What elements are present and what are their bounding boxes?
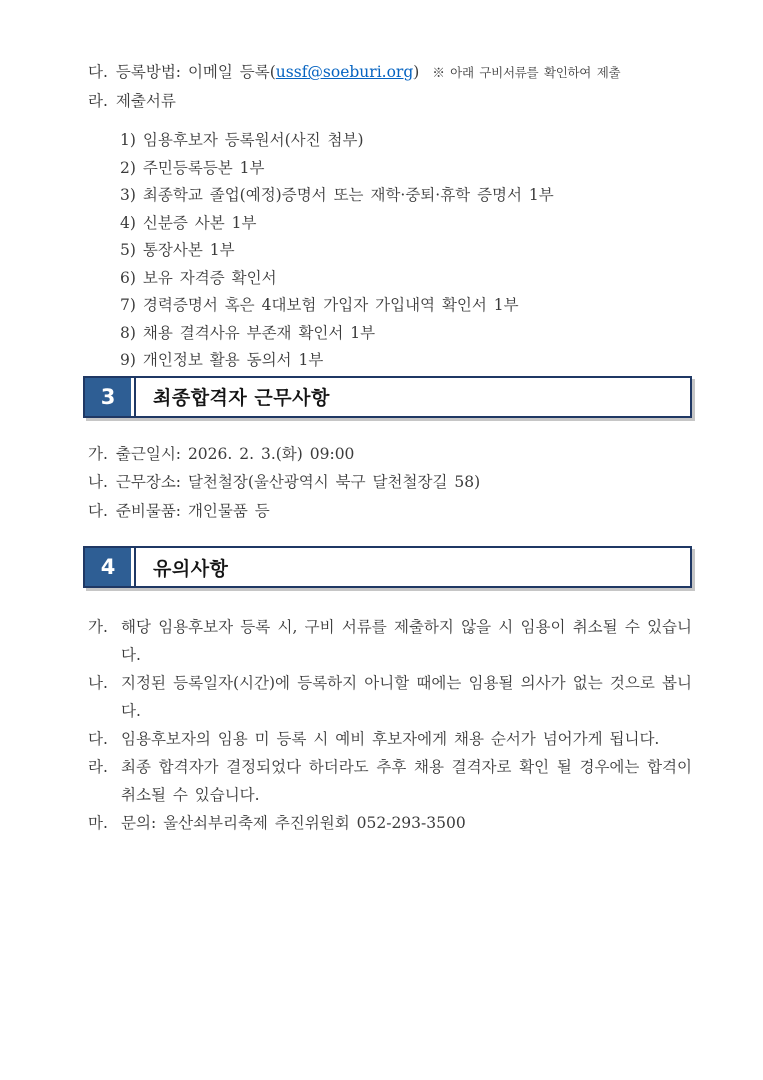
section-4-title: 유의사항 bbox=[134, 548, 690, 586]
documents-heading-text: 제출서류 bbox=[115, 92, 176, 110]
item-label: 나. bbox=[88, 674, 108, 692]
document-list-item bbox=[120, 347, 692, 375]
document-item-number: 4) bbox=[120, 213, 136, 232]
document-item-text: 신분증 사본 1부 bbox=[142, 213, 257, 232]
item-label: 라. bbox=[88, 758, 108, 776]
email-link[interactable]: ussf@soeburi.org bbox=[275, 63, 414, 81]
item-label: 마. bbox=[88, 814, 108, 832]
work-items-text: 준비물품: 개인물품 등 bbox=[115, 501, 270, 520]
notice-item bbox=[88, 753, 692, 809]
document-item-number: 7) bbox=[120, 296, 136, 314]
section-4-header bbox=[83, 546, 692, 588]
document-item-number: 9) bbox=[120, 351, 136, 369]
item-label: 나. bbox=[88, 473, 108, 491]
document-item-text: 통장사본 1부 bbox=[142, 241, 235, 259]
contact-text: 문의: 울산쇠부리축제 추진위원회 052-293-3500 bbox=[121, 814, 466, 832]
document-item-text: 주민등록등본 1부 bbox=[142, 158, 265, 177]
notice-text: 임용후보자의 임용 미 등록 시 예비 후보자에게 채용 순서가 넘어가게 됩니다. bbox=[121, 730, 660, 748]
notice-item bbox=[88, 613, 692, 669]
document-item-text: 경력증명서 혹은 4대보험 가입자 가입내역 확인서 1부 bbox=[142, 296, 519, 314]
registration-method-line bbox=[88, 58, 692, 87]
notice-item bbox=[88, 669, 692, 725]
document-item-number: 5) bbox=[120, 241, 136, 259]
document-list-item bbox=[120, 237, 692, 265]
section-3-header bbox=[83, 376, 692, 418]
work-place-line bbox=[88, 468, 692, 497]
document-item-text: 최종학교 졸업(예정)증명서 또는 재학·중퇴·휴학 증명서 1부 bbox=[142, 186, 554, 204]
document-item-text: 채용 결격사유 부존재 확인서 1부 bbox=[142, 323, 376, 342]
document-item-text: 보유 자격증 확인서 bbox=[142, 268, 277, 287]
method-text-suffix: ) bbox=[413, 63, 420, 81]
method-note: ※ 아래 구비서류를 확인하여 제출 bbox=[432, 65, 621, 80]
section-4-body bbox=[88, 613, 692, 837]
document-item-number: 8) bbox=[120, 323, 136, 342]
document-list bbox=[88, 127, 692, 375]
work-place-text: 근무장소: 달천철장(울산광역시 북구 달천철장길 58) bbox=[115, 473, 481, 491]
section-3-body bbox=[88, 440, 692, 526]
document-list-item bbox=[120, 210, 692, 238]
document-item-number: 2) bbox=[120, 158, 136, 177]
section-3-title: 최종합격자 근무사항 bbox=[134, 378, 690, 416]
document-list-item bbox=[120, 292, 692, 320]
work-items-line bbox=[88, 497, 692, 526]
method-text-prefix: 등록방법: 이메일 등록( bbox=[115, 63, 276, 81]
work-date-text: 출근일시: 2026. 2. 3.(화) 09:00 bbox=[115, 444, 355, 463]
document-item-number: 3) bbox=[120, 186, 136, 204]
document-list-item bbox=[120, 320, 692, 348]
notice-text: 최종 합격자가 결정되었다 하더라도 추후 채용 결격자로 확인 될 경우에는 합격이 취소될 수 있습니다. bbox=[121, 758, 692, 804]
contact-item bbox=[88, 809, 692, 837]
document-list-item bbox=[120, 155, 692, 183]
item-label: 라. bbox=[88, 92, 108, 110]
document-item-number: 1) bbox=[120, 131, 136, 149]
notice-text: 해당 임용후보자 등록 시, 구비 서류를 제출하지 않을 시 임용이 취소될 수 있습니다. bbox=[121, 618, 692, 664]
notice-text: 지정된 등록일자(시간)에 등록하지 아니할 때에는 임용될 의사가 없는 것으로 봅니다. bbox=[121, 674, 692, 720]
document-list-item bbox=[120, 265, 692, 293]
work-date-line bbox=[88, 440, 692, 469]
document-item-text: 임용후보자 등록원서(사진 첨부) bbox=[142, 131, 364, 149]
document-item-text: 개인정보 활용 동의서 1부 bbox=[142, 351, 324, 369]
document-list-item bbox=[120, 182, 692, 210]
item-label: 가. bbox=[88, 444, 108, 463]
document-item-number: 6) bbox=[120, 268, 136, 287]
document-list-item bbox=[120, 127, 692, 155]
item-label: 다. bbox=[88, 501, 108, 520]
notice-item bbox=[88, 725, 692, 753]
section-3-number-badge: 3 bbox=[85, 378, 134, 416]
documents-heading-line bbox=[88, 87, 692, 116]
section-4-number-badge: 4 bbox=[85, 548, 134, 586]
item-label: 가. bbox=[88, 618, 108, 636]
item-label: 다. bbox=[88, 63, 108, 81]
item-label: 다. bbox=[88, 730, 108, 748]
